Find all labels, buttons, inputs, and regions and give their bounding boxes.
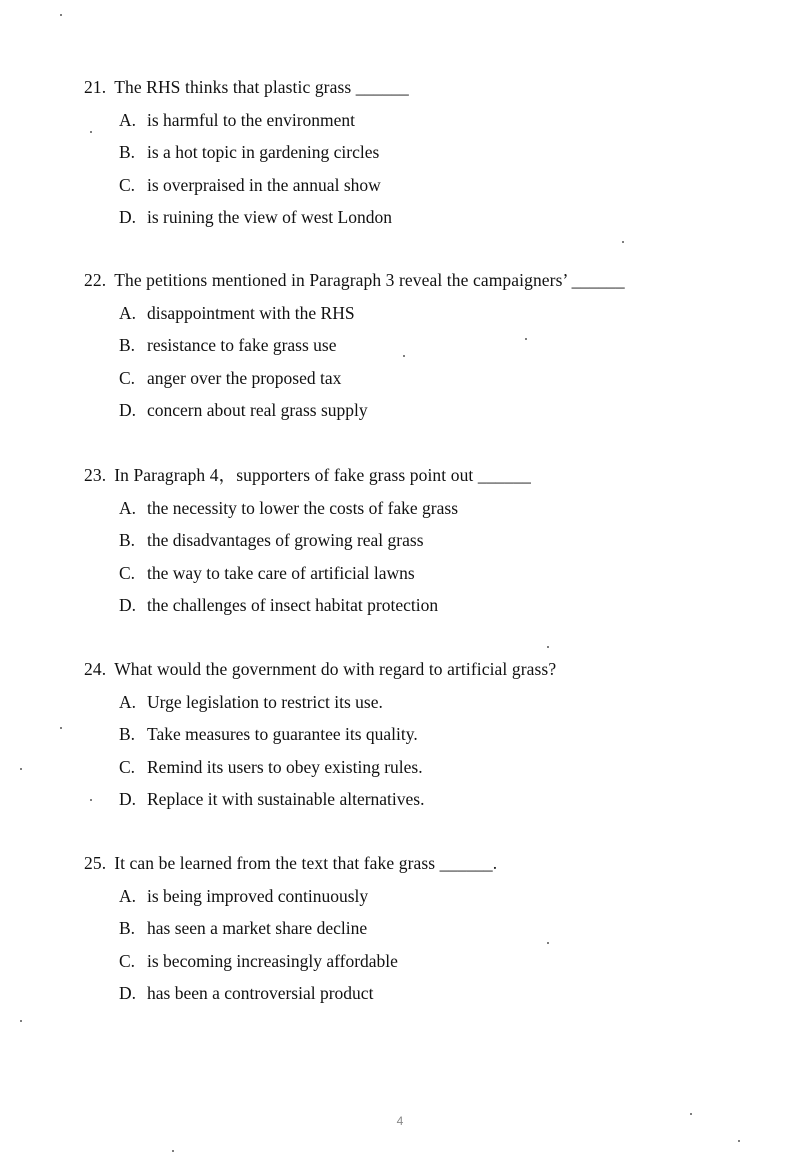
option-text: is overpraised in the annual show: [147, 174, 381, 195]
question-24: [84, 658, 764, 810]
option-b[interactable]: [119, 723, 764, 745]
option-letter: A.: [119, 302, 137, 323]
option-text: is being improved continuously: [147, 885, 369, 906]
option-text: is harmful to the environment: [147, 109, 356, 130]
question-stem: [84, 658, 764, 680]
question-stem: [84, 76, 764, 98]
option-a[interactable]: [119, 302, 764, 324]
option-text: is becoming increasingly affordable: [147, 950, 398, 971]
option-text: the necessity to lower the costs of fake grass: [147, 497, 459, 518]
question-stem: [84, 269, 764, 291]
scan-speck: [525, 338, 527, 340]
option-c[interactable]: [119, 174, 764, 196]
option-letter: B.: [119, 724, 136, 744]
question-22: [84, 269, 764, 421]
scan-speck: [172, 1150, 174, 1152]
option-d[interactable]: [119, 594, 764, 616]
question-text: What would the government do with regard to artificial grass?: [114, 659, 557, 679]
option-letter: D.: [119, 207, 137, 227]
page-number: 4: [396, 1114, 404, 1128]
scan-speck: [690, 1113, 692, 1115]
question-23: [84, 464, 764, 616]
scan-speck: [403, 355, 405, 357]
option-text: concern about real grass supply: [147, 400, 368, 420]
option-list: [84, 497, 764, 617]
question-text: The petitions mentioned in Paragraph 3 reveal the campaigners’ ______: [114, 270, 625, 290]
option-letter: C.: [119, 756, 136, 777]
option-text: the disadvantages of growing real grass: [147, 530, 424, 550]
option-letter: A.: [119, 885, 137, 906]
scan-speck: [60, 14, 62, 16]
question-number: 23.: [84, 465, 107, 485]
question-number: 22.: [84, 270, 107, 290]
option-list: [84, 885, 764, 1005]
option-letter: A.: [119, 109, 137, 130]
option-text: anger over the proposed tax: [147, 367, 342, 388]
option-list: [84, 302, 764, 422]
question-number: 25.: [84, 853, 107, 873]
option-d[interactable]: [119, 206, 764, 228]
question-stem: [84, 464, 764, 486]
option-list: [84, 109, 764, 229]
scan-speck: [20, 1020, 22, 1022]
option-text: is a hot topic in gardening circles: [147, 142, 380, 162]
option-letter: D.: [119, 983, 137, 1003]
scan-speck: [547, 646, 549, 648]
option-letter: C.: [119, 174, 136, 195]
question-number: 24.: [84, 659, 107, 679]
option-c[interactable]: [119, 756, 764, 778]
option-b[interactable]: [119, 334, 764, 356]
option-letter: C.: [119, 950, 136, 971]
option-text: Replace it with sustainable alternatives.: [147, 789, 425, 809]
option-d[interactable]: [119, 788, 764, 810]
option-b[interactable]: [119, 917, 764, 939]
option-text: the way to take care of artificial lawns: [147, 562, 415, 583]
option-letter: B.: [119, 335, 136, 355]
option-letter: D.: [119, 789, 137, 809]
option-letter: D.: [119, 400, 137, 420]
option-text: Take measures to guarantee its quality.: [147, 724, 418, 744]
question-stem: [84, 852, 764, 874]
option-letter: A.: [119, 691, 137, 712]
question-text: In Paragraph 4，supporters of fake grass point out ______: [114, 465, 531, 485]
scan-speck: [547, 942, 549, 944]
option-list: [84, 691, 764, 811]
option-letter: A.: [119, 497, 137, 518]
option-text: disappointment with the RHS: [147, 302, 355, 323]
question-25: [84, 852, 764, 1004]
scan-speck: [738, 1140, 740, 1142]
option-a[interactable]: [119, 109, 764, 131]
option-letter: C.: [119, 367, 136, 388]
option-a[interactable]: [119, 885, 764, 907]
option-text: has been a controversial product: [147, 983, 374, 1003]
option-c[interactable]: [119, 950, 764, 972]
option-c[interactable]: [119, 562, 764, 584]
scan-speck: [90, 131, 92, 133]
option-d[interactable]: [119, 399, 764, 421]
scan-speck: [622, 241, 624, 243]
option-text: has seen a market share decline: [147, 918, 368, 938]
scan-speck: [60, 727, 62, 729]
option-text: the challenges of insect habitat protection: [147, 595, 439, 615]
question-text: It can be learned from the text that fake grass ______.: [114, 853, 498, 873]
option-b[interactable]: [119, 529, 764, 551]
option-letter: D.: [119, 595, 137, 615]
question-text: The RHS thinks that plastic grass ______: [114, 77, 409, 97]
option-letter: B.: [119, 530, 136, 550]
option-text: is ruining the view of west London: [147, 207, 392, 227]
scan-speck: [20, 768, 22, 770]
question-number: 21.: [84, 77, 107, 97]
option-text: Urge legislation to restrict its use.: [147, 691, 383, 712]
option-c[interactable]: [119, 367, 764, 389]
option-a[interactable]: [119, 691, 764, 713]
scan-speck: [90, 799, 92, 801]
option-text: Remind its users to obey existing rules.: [147, 756, 423, 777]
option-a[interactable]: [119, 497, 764, 519]
option-letter: C.: [119, 562, 136, 583]
option-b[interactable]: [119, 141, 764, 163]
option-text: resistance to fake grass use: [147, 335, 337, 355]
option-letter: B.: [119, 142, 136, 162]
option-letter: B.: [119, 918, 136, 938]
question-21: [84, 76, 764, 228]
option-d[interactable]: [119, 982, 764, 1004]
